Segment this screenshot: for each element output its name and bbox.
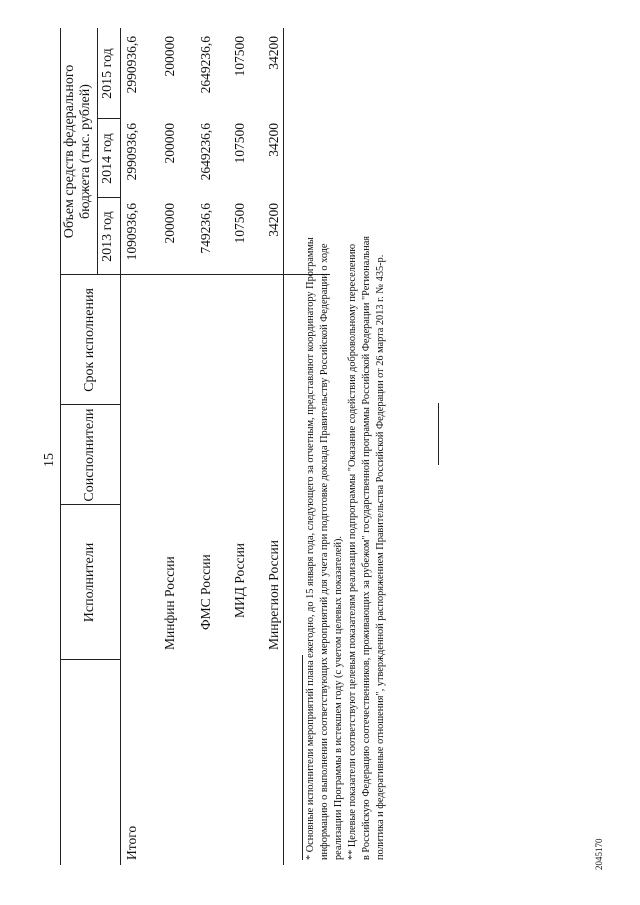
footnote-line: в Российскую Федерацию соотечественников, проживающих за рубежом" государственной программы Российской Федерации "Региональная [361, 235, 372, 860]
margin-code: 2045170 [594, 838, 604, 870]
header-year: 2015 год [100, 48, 115, 99]
table-cell-value: 1090936,6 [124, 203, 139, 261]
table-cell-value: 34200 [266, 123, 281, 157]
header-co-executors: Соисполнители [82, 408, 97, 502]
table-cell-value: 200000 [162, 203, 177, 244]
table-cell-value: 34200 [266, 203, 281, 237]
row-executor: Минфин России [162, 556, 177, 650]
table-cell-value: 749236,6 [198, 203, 213, 254]
table-bottom-border [283, 28, 284, 865]
header-budget-line1: Объем средств федерального [62, 64, 77, 239]
table-cell-value: 2649236,6 [198, 36, 213, 94]
row-label-total: Итого [124, 825, 139, 860]
end-rule [438, 403, 439, 465]
footnote-line: реализации Программы в истекшем году (с учетом целевых показателей). [333, 536, 344, 860]
row-executor: МИД России [232, 542, 247, 618]
header-executors: Исполнители [82, 542, 97, 623]
header-year: 2014 год [100, 133, 115, 184]
budget-subheader-border [97, 28, 98, 275]
table-cell-value: 200000 [162, 36, 177, 77]
table-cell-value: 34200 [266, 36, 281, 70]
table-cell-value: 107500 [232, 203, 247, 244]
table-cell-value: 2649236,6 [198, 123, 213, 181]
footnote-line: политика и федеративные отношения", утвержденной распоряжением Правительства Российской Федерации от 26 марта 2013 г. № 435-р. [375, 254, 386, 860]
row-executor: ФМС России [198, 554, 213, 630]
table-cell-value: 107500 [232, 123, 247, 164]
table-header-bottom-border [120, 28, 121, 865]
table-cell-value: 200000 [162, 123, 177, 164]
header-budget-line2: бюджета (тыс. рублей) [78, 84, 93, 219]
table-cell-value: 2990936,6 [124, 123, 139, 181]
table-cell-value: 107500 [232, 36, 247, 77]
table-top-border [60, 28, 61, 865]
footnote-line: * Основные исполнители мероприятий плана ежегодно, до 15 января года, следующего за отчетным, представляют координатору Программы [305, 237, 316, 860]
footnote-line: ** Целевые показатели соответствуют целевым показателям реализации подпрограммы "Оказание содействия добровольному переселению [347, 243, 358, 860]
footnote-separator [302, 655, 303, 860]
header-deadline: Срок исполнения [82, 288, 97, 392]
footnote-line: информацию о выполнении соответствующих мероприятий для учета при подготовке доклада Правительству Российской Федерации о ходе [319, 243, 330, 860]
row-executor: Минрегион России [266, 540, 281, 650]
page-number: 15 [42, 453, 57, 467]
header-year: 2013 год [100, 211, 115, 262]
table-cell-value: 2990936,6 [124, 36, 139, 94]
